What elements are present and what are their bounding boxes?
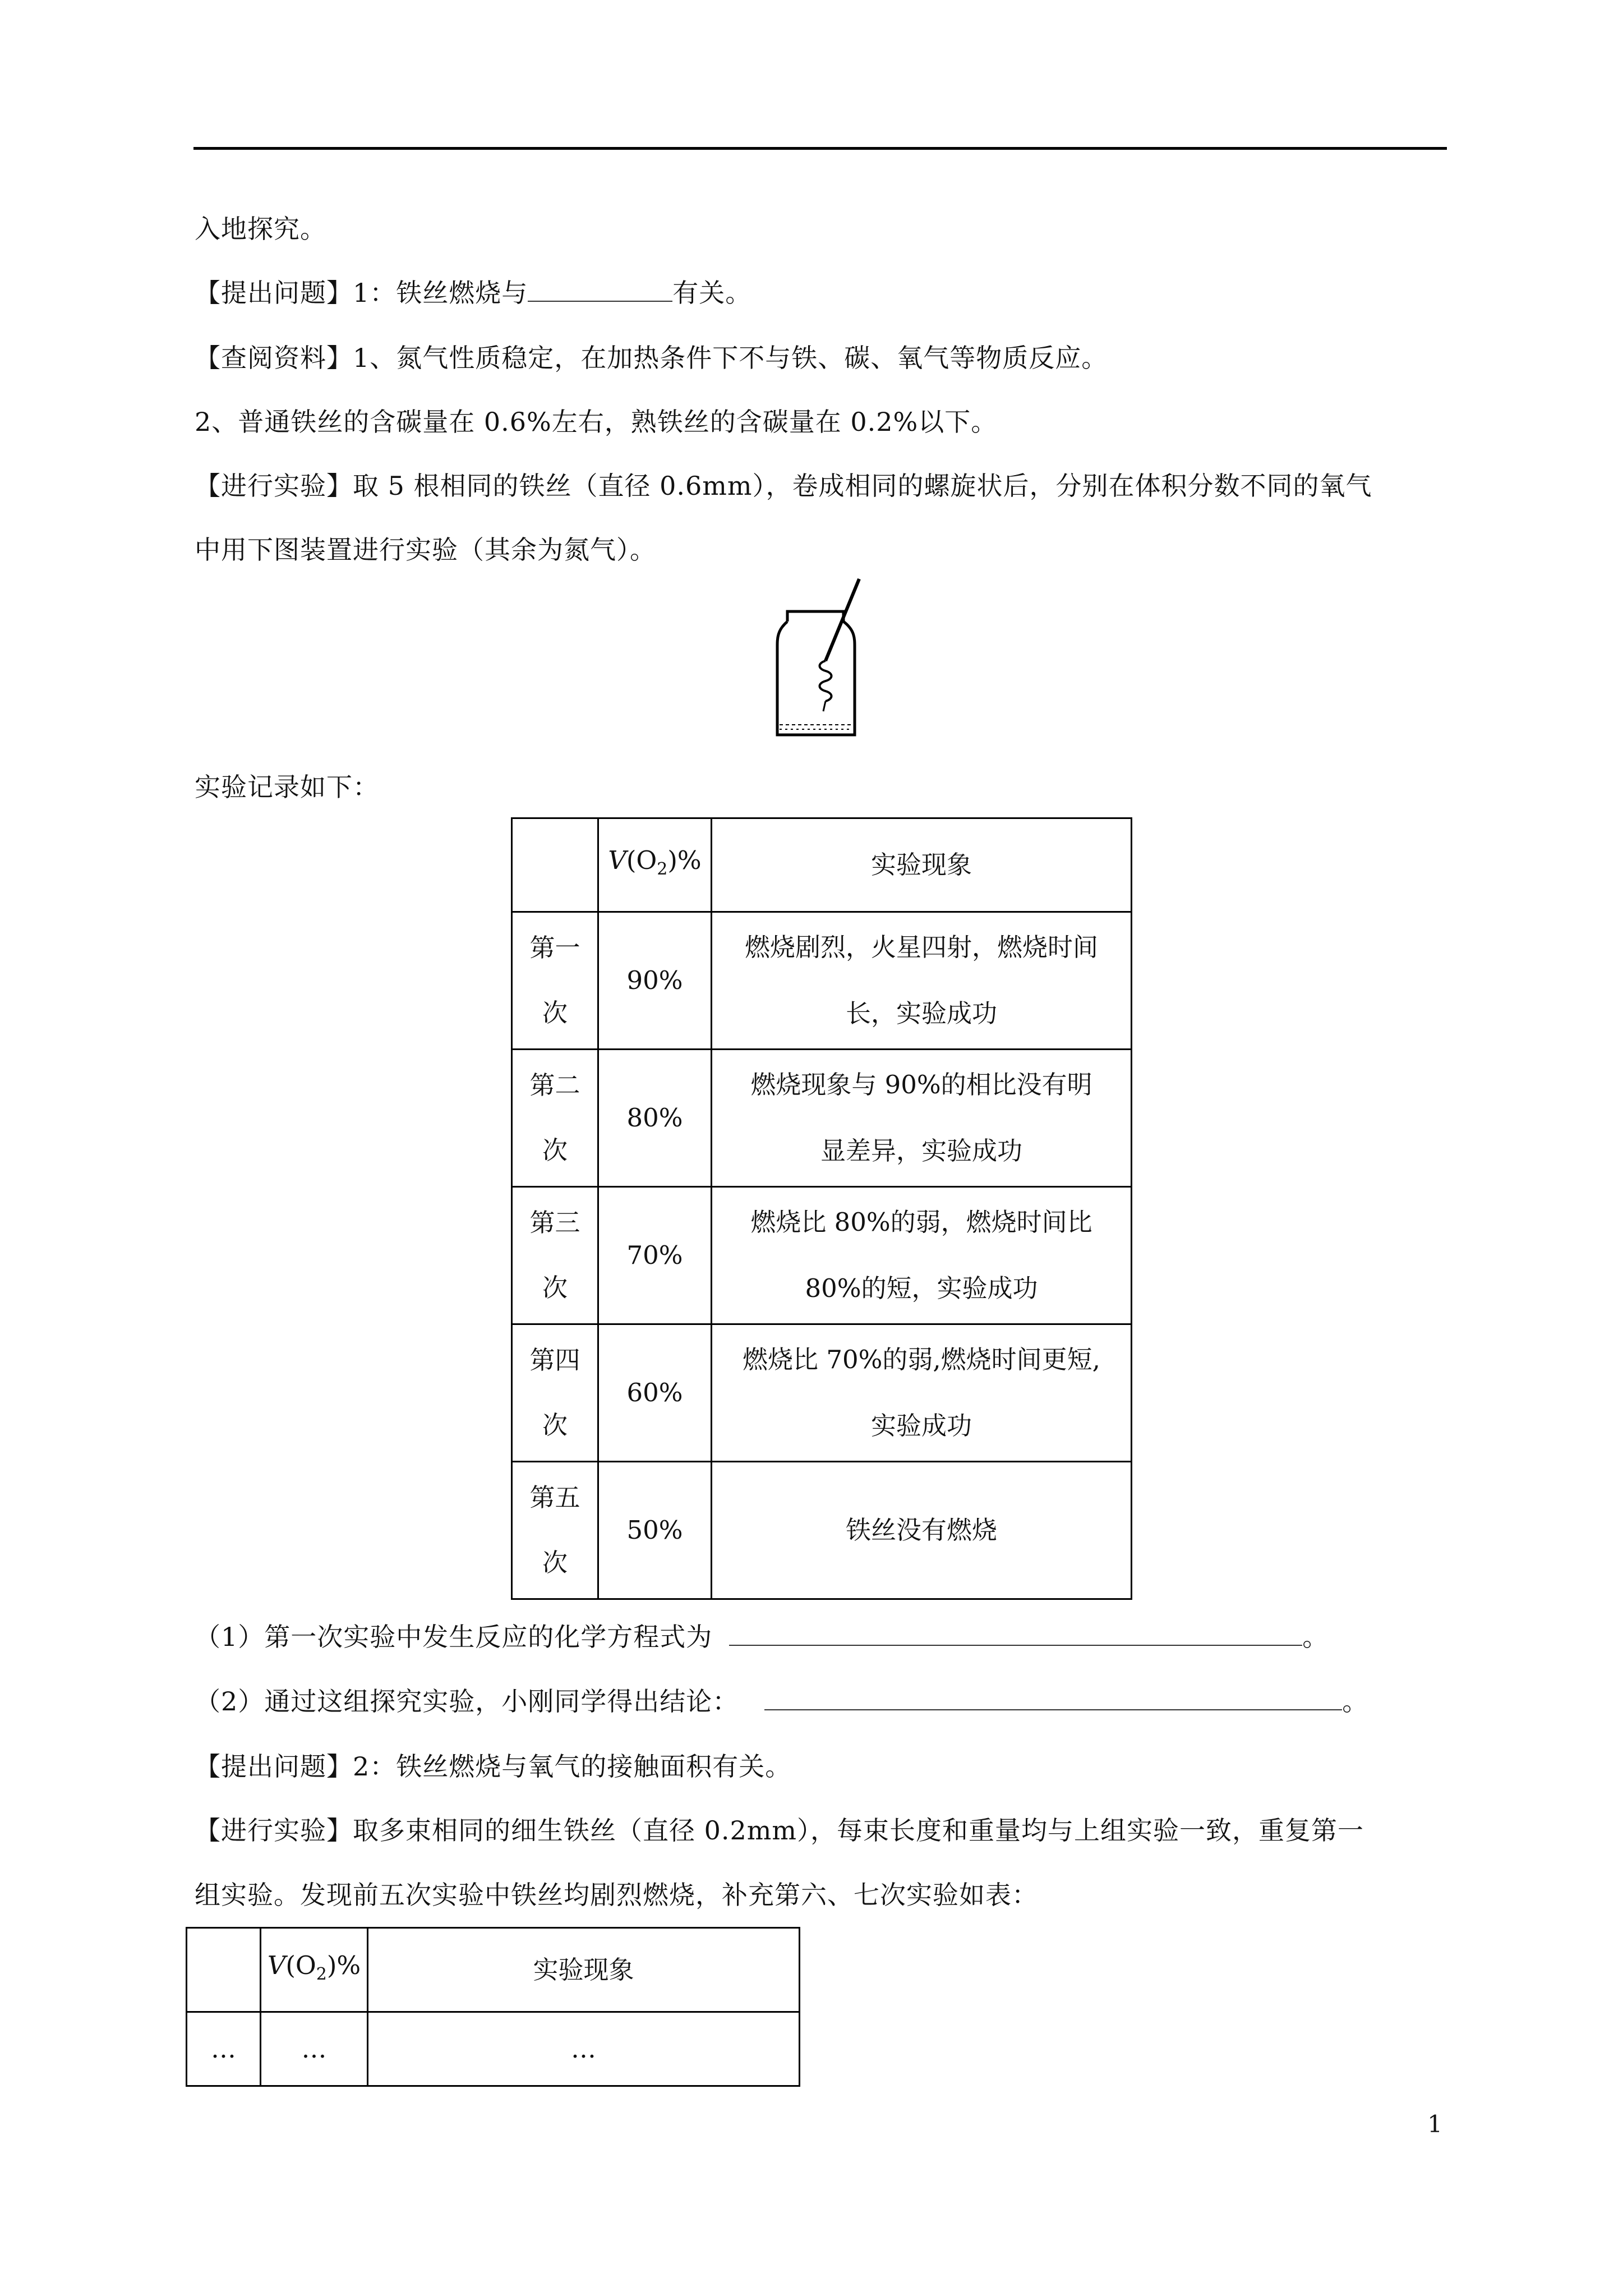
ellipsis-cell: … xyxy=(368,2012,800,2086)
header-phenomenon: 实验现象 xyxy=(712,818,1132,912)
phenomenon-cell: 燃烧比 80%的弱，燃烧时间比 80%的短，实验成功 xyxy=(712,1187,1132,1324)
trial-cell: 第五 次 xyxy=(512,1462,598,1599)
phenomenon-cell: 铁丝没有燃烧 xyxy=(712,1462,1132,1599)
reference-line-1: 【查阅资料】1、氮气性质稳定，在加热条件下不与铁、碳、氧气等物质反应。 xyxy=(195,343,1108,373)
trial-cell: 第二 次 xyxy=(512,1050,598,1187)
question-equation-prefix: （1）第一次实验中发生反应的化学方程式为 xyxy=(195,1622,713,1652)
question-2-line: 【提出问题】2：铁丝燃烧与氧气的接触面积有关。 xyxy=(195,1751,792,1782)
answer-blank-equation[interactable] xyxy=(729,1622,1302,1646)
question-1-prefix: 【提出问题】1：铁丝燃烧与 xyxy=(195,278,528,308)
table-row xyxy=(512,1187,1132,1324)
record-caption: 实验记录如下： xyxy=(195,772,379,802)
oxygen-cell: 50% xyxy=(598,1462,712,1599)
phenomenon-cell: 燃烧剧烈，火星四射，燃烧时间 长，实验成功 xyxy=(712,912,1132,1050)
question-conclusion-suffix: 。 xyxy=(1342,1686,1369,1717)
question-1-line xyxy=(195,276,751,310)
supplementary-table xyxy=(186,1927,800,2087)
question-conclusion-line xyxy=(195,1685,1368,1718)
experiment-line-2: 中用下图装置进行实验（其余为氮气）。 xyxy=(195,535,656,565)
paragraph-intro-end: 入地探究。 xyxy=(195,214,326,244)
answer-blank-1[interactable] xyxy=(528,278,672,302)
table-row xyxy=(187,2012,800,2086)
header-rule xyxy=(193,147,1447,150)
header-empty-cell xyxy=(187,1928,261,2012)
answer-blank-conclusion[interactable] xyxy=(764,1687,1342,1710)
oxygen-cell: 70% xyxy=(598,1187,712,1324)
phenomenon-cell: 燃烧现象与 90%的相比没有明 显差异，实验成功 xyxy=(712,1050,1132,1187)
oxygen-cell: 60% xyxy=(598,1324,712,1462)
question-equation-line xyxy=(195,1620,1329,1654)
experiment-2-line-1: 【进行实验】取多束相同的细生铁丝（直径 0.2mm），每束长度和重量均与上组实验一致，重复第一 xyxy=(195,1815,1364,1846)
question-1-suffix: 有关。 xyxy=(672,278,752,308)
ellipsis-cell: … xyxy=(261,2012,368,2086)
header-oxygen-fraction: $V(O_2)\%$ xyxy=(598,818,712,912)
question-conclusion-prefix: （2）通过这组探究实验，小刚同学得出结论： xyxy=(195,1686,739,1717)
trial-cell: 第一 次 xyxy=(512,912,598,1050)
trial-cell: 第三 次 xyxy=(512,1187,598,1324)
table-row xyxy=(512,1050,1132,1187)
table-header-row xyxy=(187,1928,800,2012)
table-row xyxy=(512,1324,1132,1462)
experiment-2-line-2: 组实验。发现前五次实验中铁丝均剧烈燃烧，补充第六、七次实验如表： xyxy=(195,1880,1038,1910)
question-equation-suffix: 。 xyxy=(1302,1622,1329,1652)
phenomenon-cell: 燃烧比 70%的弱,燃烧时间更短, 实验成功 xyxy=(712,1324,1132,1462)
page-number: 1 xyxy=(1427,2110,1442,2138)
reference-line-2: 2、普通铁丝的含碳量在 0.6%左右，熟铁丝的含碳量在 0.2%以下。 xyxy=(195,407,998,437)
header-oxygen-fraction: $V(O_2)\%$ xyxy=(261,1928,368,2012)
header-empty-cell xyxy=(512,818,598,912)
table-row xyxy=(512,912,1132,1050)
oxygen-cell: 90% xyxy=(598,912,712,1050)
oxygen-cell: 80% xyxy=(598,1050,712,1187)
ellipsis-cell: … xyxy=(187,2012,261,2086)
experiment-line-1: 【进行实验】取 5 根相同的铁丝（直径 0.6mm），卷成相同的螺旋状后，分别在体积分数不同的氧气 xyxy=(195,471,1372,501)
trial-cell: 第四 次 xyxy=(512,1324,598,1462)
experiment-record-table xyxy=(511,817,1132,1600)
gas-collecting-bottle-with-iron-wire-icon xyxy=(775,577,870,739)
table-header-row xyxy=(512,818,1132,912)
header-phenomenon: 实验现象 xyxy=(368,1928,800,2012)
table-row xyxy=(512,1462,1132,1599)
